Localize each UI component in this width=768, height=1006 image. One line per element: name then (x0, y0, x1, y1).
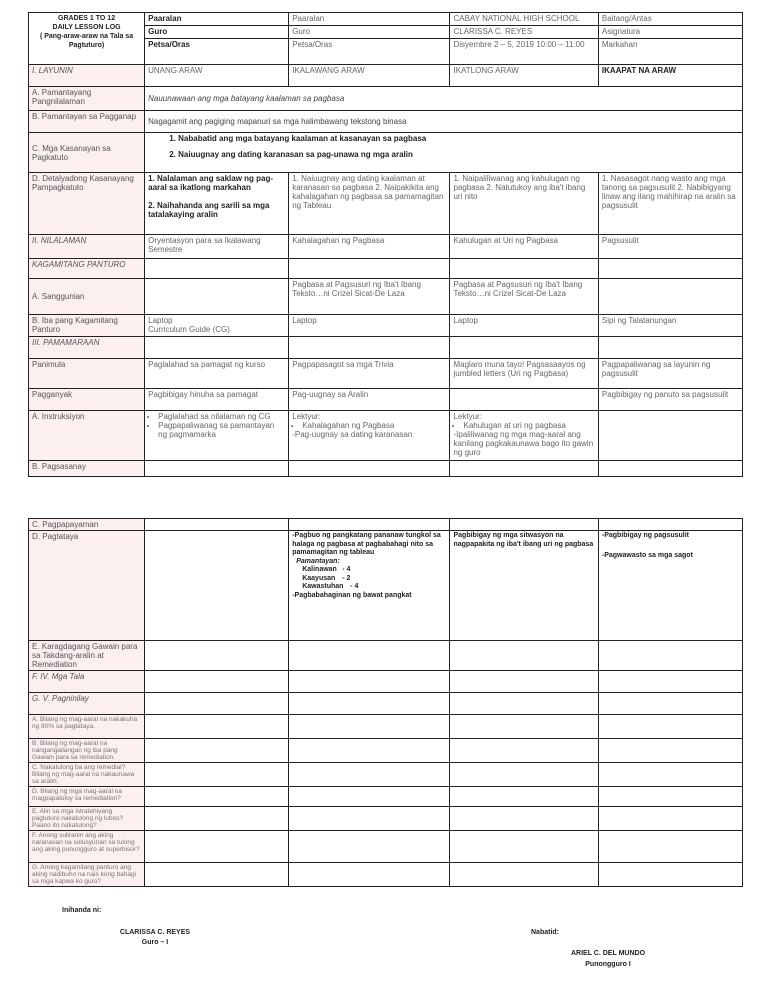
pagninilay-label: G. V. Pagninilay (29, 693, 145, 715)
noted-by-title: Punongguro I (585, 961, 631, 968)
panimula-day1: Paglalahad sa pamagat ng kurso (145, 359, 289, 389)
materials-day2: Laptop (289, 315, 450, 337)
day2-header: IKALAWANG ARAW (289, 65, 450, 87)
references-label: A. Sanggunian (29, 279, 145, 315)
pagganyak-label: Pagganyak (29, 389, 145, 411)
day4-header: IKAAPAT NA ARAW (598, 65, 742, 87)
teacher-label-2: Guro (289, 26, 450, 39)
performance-standard-text: Nagagamit ang pagiging mapanuri sa mga halimbawang tekstong binasa (145, 111, 743, 133)
date-label-2: Petsa/Oras (289, 39, 450, 65)
content-day4: Pagsusulit (598, 235, 742, 259)
school-label: Paaralan (145, 13, 289, 26)
day3-header: IKATLONG ARAW (450, 65, 598, 87)
panimula-day4: Pagpapaliwanag sa layunin ng pagsusulit (598, 359, 742, 389)
reflection-f: F. Anong suliranin ang aking naranasan na solusyunan sa tulong ang aking punungguro at superbisor? (29, 831, 145, 863)
detailed-day3: 1. Naipaliliwanag ang kahulugan ng pagbasa 2. Natutukoy ang iba't ibang uri nito (450, 173, 598, 235)
references-day2: Pagbasa at Pagsusuri ng Iba't Ibang Teksto…ni Crizel Sicat-De Laza (289, 279, 450, 315)
prepared-by-name: CLARISSA C. REYES (119, 929, 191, 936)
instruksiyon-day1 (145, 411, 289, 461)
reflection-b: B. Bilang ng mag-aaral na nangangailangan ng iba pang Gawain para sa remediation. (29, 739, 145, 763)
reflection-e: E. Alin sa mga istratehiyang pagtuturo nakatulong ng lubos? Paano ito nakatulong? (29, 807, 145, 831)
instruksiyon-label: A. Instruksiyon (29, 411, 145, 461)
resources-label: KAGAMITANG PANTURO (29, 259, 145, 279)
detailed-competency-label: D. Detalyadong Kasanayang Pampagkatuto (29, 173, 145, 235)
rubric-item: Kalinawan - 4 (302, 566, 351, 573)
prepared-by-title: Guro – I (141, 939, 169, 946)
list-item: • Kahulugan at uri ng pagbasa (463, 421, 594, 430)
list-item: 1. Nababatid ang mga batayang kaalaman at kasanayan sa pagbasa (178, 134, 739, 143)
pagtataya-label: D. Pagtataya (29, 531, 145, 641)
school-label-2: Paaralan (289, 13, 450, 26)
pagganyak-day3 (450, 389, 598, 411)
panimula-label: Panimula (29, 359, 145, 389)
content-day2: Kahalagahan ng Pagbasa (289, 235, 450, 259)
detailed-day4: 1. Nasasagot nang wasto ang mga tanong sa pagsusulit 2. Nabibigyang linaw ang ilang mahihirap na aralin sa pagsusulit (598, 173, 742, 235)
quarter-label: Markahan (598, 39, 742, 65)
materials-day4: Sipi ng Talatanungan (598, 315, 742, 337)
rubric (292, 566, 446, 592)
panimula-day2: Pagpapasagot sa mga Trivia (289, 359, 450, 389)
lesson-log-table-page1 (28, 12, 743, 477)
competency-label: C. Mga Kasanayan sa Pagkatuto (29, 133, 145, 173)
pagtataya-day3: Pagbibigay ng mga sitwasyon na nagpapakita ng iba't ibang uri ng pagbasa (450, 531, 598, 641)
noted-by-label: Nabatid: (531, 929, 559, 936)
content-label: II. NILALAMAN (29, 235, 145, 259)
grade-level-label: Baitang/Antas (598, 13, 742, 26)
prepared-by-label: Inihanda ni: (62, 907, 102, 914)
rubric-item: Kawastuhan - 4 (302, 583, 359, 590)
content-standard-text: Nauunawaan ang mga batayang kaalaman sa pagbasa (145, 87, 743, 111)
pagganyak-day4: Pagbibigay ng panuto sa pagsusulit (598, 389, 742, 411)
subject-label: Asignatura (598, 26, 742, 39)
materials-day3: Laptop (450, 315, 598, 337)
date-value: Disyembre 2 – 5, 2019 10:00 – 11:00 (450, 39, 598, 65)
list-item: • Paglalahad sa nilalaman ng CG (158, 412, 285, 421)
panimula-day3: Maglaro muna tayo! Pagsasaayos ng jumbled letters (Uri ng Pagbasa) (450, 359, 598, 389)
pagganyak-day2: Pag-uugnay sa Aralin (289, 389, 450, 411)
pagtataya-day4: -Pagbibigay ng pagsusulit -Pagwawasto sa mga sagot (598, 531, 742, 641)
pagpapayaman-label: C. Pagpapayaman (29, 519, 145, 531)
materials-day1: Laptop Curriculum Guide (CG) (145, 315, 289, 337)
school-value: CABAY NATIONAL HIGH SCHOOL (450, 13, 598, 26)
rubric-item: Kaayusan - 2 (302, 574, 351, 582)
pagtataya-day2: -Pagbuo ng pangkatang pananaw tungkol sa halaga ng pagbasa at pagbabahagi nito sa pamamagitan ng tableau Pamantayan: Kalinawan - 4 Kaayusan - 2 Kawastuhan - 4 -Pagbabahaginan ng bawat pangkat (289, 531, 450, 641)
teacher-label: Guro (145, 26, 289, 39)
instruksiyon-day2: Lektyur: • Kahalagahan ng Pagbasa -Pag-uugnay sa dating karanasan (289, 411, 450, 461)
content-day3: Kahulugan at Uri ng Pagbasa (450, 235, 598, 259)
performance-standard-label: B. Pamantayan sa Pagganap (29, 111, 145, 133)
list-item: • Kahalagahan ng Pagbasa (302, 421, 446, 430)
day1-header: UNANG ARAW (145, 65, 289, 87)
pagganyak-day1: Pagbibigay hinuha sa pamagat (145, 389, 289, 411)
references-day3: Pagbasa at Pagsusuri ng Iba't Ibang Teksto…ni Crizel Sicat-De Laza (450, 279, 598, 315)
procedure-label: III. PAMAMARAAN (29, 337, 145, 359)
reflection-c: C. Nakatulong ba ang remedial? Bilang ng mag-aaral na nakaunawa sa aralin. (29, 763, 145, 787)
content-standard-label: A. Pamantayang Pangnilalaman (29, 87, 145, 111)
competency-list (145, 133, 743, 173)
detailed-day2: 1. Naiuugnay ang dating kaalaman at karanasan sa pagbasa 2. Naipakikita ang kahalagahan ng pagbasa sa pamamagitan ng Tableau (289, 173, 450, 235)
reflection-g: G. Anong kagamitang panturo ang aking nadibuho na nais kong bahagi sa mga kapwa ko guro? (29, 863, 145, 887)
other-materials-label: B. Iba pang Kagamitang Panturo (29, 315, 145, 337)
detailed-day1: 1. Nalalaman ang saklaw ng pag-aaral sa ikatlong markahan 2. Naihahanda ang sarili sa mga tatalakaying aralin (145, 173, 289, 235)
karagdagan-label: E. Karagdagang Gawain para sa Takdang-aralin at Remediation (29, 641, 145, 671)
reflection-d: D. Bilang ng mga mag-aaral na magpapatuloy sa remediation? (29, 787, 145, 807)
date-label: Petsa/Oras (145, 39, 289, 65)
tala-label: F. IV. Mga Tala (29, 671, 145, 693)
list-item: 2. Naiuugnay ang dating karanasan sa pag-unawa ng mga aralin (178, 150, 739, 159)
reflection-a: A. Bilang ng mag-aaral na nakakuha ng 80% sa pagtataya. (29, 715, 145, 739)
instruksiyon-day3: Lektyur: • Kahulugan at uri ng pagbasa -Ipaliliwanag ng mga mag-aaral ang kanilang pagkakaunawa bago ito gawin ng guro (450, 411, 598, 461)
lesson-log-table-page2 (28, 518, 743, 887)
log-title: GRADES 1 TO 12 DAILY LESSON LOG ( Pang-araw-araw na Tala sa Pagtuturo) (29, 13, 145, 65)
teacher-value: CLARISSA C. REYES (450, 26, 598, 39)
noted-by-name: ARIEL C. DEL MUNDO (570, 950, 646, 957)
content-day1: Oryentasyon para sa Ikalawang Semestre (145, 235, 289, 259)
objectives-section-label: I. LAYUNIN (29, 65, 145, 87)
pagsasanay-label: B. Pagsasanay (29, 461, 145, 477)
list-item: • Pagpapaliwanag sa pamantayan ng pagmamarka (158, 421, 285, 439)
